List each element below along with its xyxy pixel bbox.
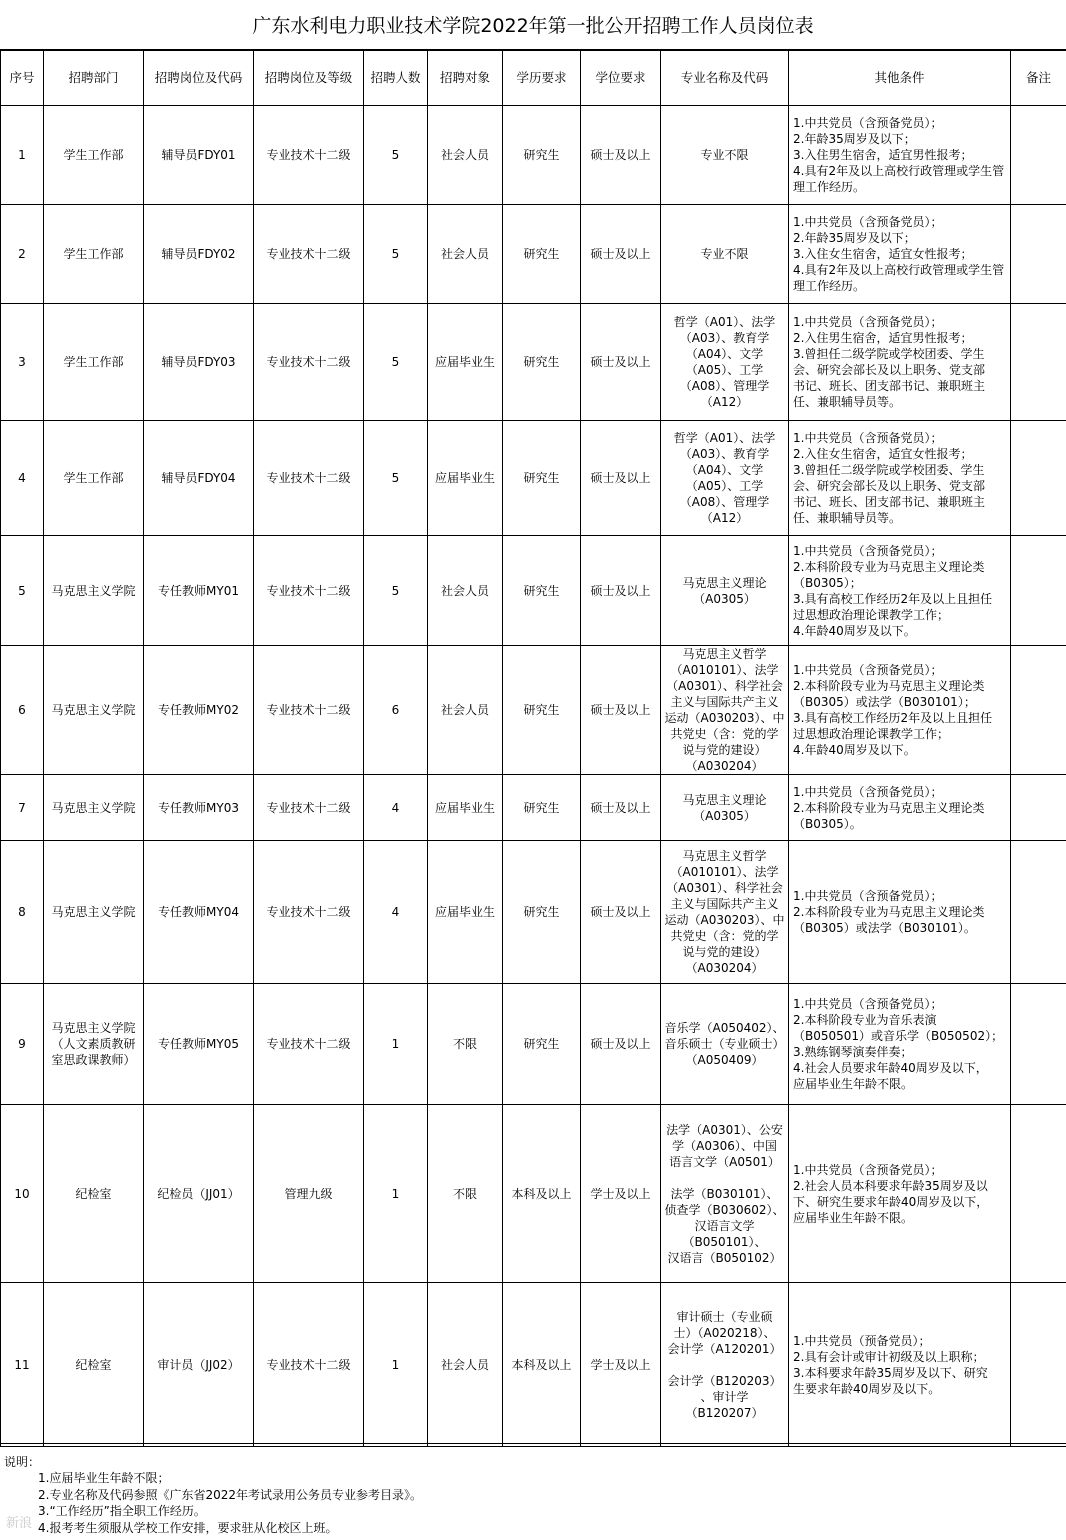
condition-line: 1.中共党员（含预备党员）； — [793, 997, 943, 1011]
condition-line: 书记、班长、团支部书记、兼职班主 — [793, 379, 986, 393]
column-header: 招聘部门 — [44, 51, 144, 106]
position-level-cell: 专业技术十二级 — [254, 841, 364, 984]
department-cell: 学生工作部 — [44, 421, 144, 536]
applicant-type-cell: 应届毕业生 — [428, 775, 503, 841]
condition-line: 会、研究会部长及以上职务、党支部 — [793, 363, 986, 377]
major-line: 语言文学（A0501） — [669, 1154, 780, 1169]
major-line: 运动（A030203）、中 — [664, 913, 785, 927]
condition-line: 2.入住女生宿舍，适宜女性报考； — [793, 447, 973, 461]
education-cell: 本科及以上 — [503, 1283, 581, 1447]
applicant-type-cell: 社会人员 — [428, 646, 503, 775]
education-cell: 研究生 — [503, 841, 581, 984]
major-line: 音乐硕士（专业硕士） — [664, 1037, 785, 1051]
condition-line: 3.入住女生宿舍，适宜女性报考； — [793, 247, 973, 261]
education-cell: 研究生 — [503, 205, 581, 304]
major-line: 学（A0306）、中国 — [672, 1138, 777, 1153]
headcount-cell: 6 — [364, 646, 428, 775]
major-line: （A04）、文学 — [685, 463, 764, 477]
condition-line: 应届毕业生年龄不限。 — [793, 1210, 914, 1225]
row-number-cell: 11 — [1, 1283, 44, 1447]
major-line: （A050409） — [685, 1053, 764, 1067]
applicant-type-cell: 应届毕业生 — [428, 421, 503, 536]
other-conditions-cell — [789, 1283, 1011, 1447]
position-code-cell: 审计员（JJ02） — [144, 1283, 254, 1447]
notes-heading: 说明： — [4, 1455, 41, 1469]
major-line: （A0301）、科学社会 — [666, 881, 783, 895]
table-row — [1, 536, 1066, 646]
major-line: 马克思主义理论 — [682, 575, 767, 590]
major-line: （A12） — [700, 511, 749, 525]
department-cell: 马克思主义学院 — [44, 841, 144, 984]
condition-line: 3.曾担任二级学院或学校团委、学生 — [793, 347, 985, 361]
other-conditions-cell — [789, 646, 1011, 775]
position-code-cell: 辅导员FDY01 — [144, 106, 254, 205]
major-line: 音乐学（A050402）、 — [664, 1021, 785, 1035]
major-line: （A010101）、法学 — [670, 865, 779, 879]
major-line: （A0301）、科学社会 — [666, 679, 783, 693]
condition-line: 1.中共党员（含预备党员）； — [793, 784, 943, 799]
department-cell: 纪检室 — [44, 1105, 144, 1283]
condition-line: 2.本科阶段专业为音乐表演 — [793, 1013, 937, 1027]
other-conditions-cell — [789, 205, 1011, 304]
major-line: （A030204） — [685, 759, 764, 773]
table-row — [1, 1283, 1066, 1447]
condition-line: 4.具有2年及以上高校行政管理或学生管理工作经历。 — [793, 164, 1005, 194]
major-line: 专业不限 — [700, 247, 749, 261]
condition-line: 3.具有高校工作经历2年及以上且担任 — [793, 711, 993, 725]
note-item: 2.专业名称及代码参照《广东省2022年考试录用公务员专业参考目录》。 — [38, 1487, 422, 1502]
row-number-cell: 3 — [1, 304, 44, 421]
row-number-cell: 10 — [1, 1105, 44, 1283]
degree-cell: 学士及以上 — [581, 1283, 661, 1447]
watermark-logo: 新浪 — [6, 1516, 33, 1531]
table-row — [1, 1105, 1066, 1283]
table-row — [1, 205, 1066, 304]
major-line: 马克思主义理论 — [682, 792, 767, 807]
condition-line: 过思想政治理论课教学工作； — [793, 607, 950, 622]
major-cell — [661, 1105, 789, 1283]
major-line: 法学（B030101）、 — [670, 1186, 779, 1201]
row-number-cell: 5 — [1, 536, 44, 646]
condition-line: 3.具有高校工作经历2年及以上且担任 — [793, 591, 993, 606]
other-conditions-cell — [789, 1105, 1011, 1283]
row-number-cell: 7 — [1, 775, 44, 841]
headcount-cell: 5 — [364, 205, 428, 304]
other-conditions-cell — [789, 421, 1011, 536]
condition-line: 1.中共党员（含预备党员）； — [793, 663, 943, 677]
condition-line: 1.中共党员（含预备党员）； — [793, 116, 943, 130]
condition-line: （B0305）。 — [793, 816, 862, 831]
column-header: 招聘岗位及代码 — [144, 51, 254, 106]
major-cell — [661, 775, 789, 841]
degree-cell: 硕士及以上 — [581, 984, 661, 1105]
major-line: 法学（A0301）、公安 — [666, 1122, 783, 1137]
position-level-cell: 专业技术十二级 — [254, 536, 364, 646]
column-header: 招聘岗位及等级 — [254, 51, 364, 106]
table-row — [1, 984, 1066, 1105]
major-cell — [661, 1283, 789, 1447]
condition-line: 2.本科阶段专业为马克思主义理论类 — [793, 800, 985, 815]
position-code-cell: 专任教师MY01 — [144, 536, 254, 646]
major-line: （B050101）、 — [682, 1234, 767, 1249]
major-line: 会计学（A120201） — [667, 1341, 782, 1356]
remark-cell — [1011, 1283, 1066, 1447]
condition-line: （B050501）或音乐学（B050502）； — [793, 1029, 1004, 1043]
condition-line: 3.熟练钢琴演奏伴奏； — [793, 1045, 913, 1059]
major-line: （A05）、工学 — [685, 479, 764, 493]
page-title: 广东水利电力职业技术学院2022年第一批公开招聘工作人员岗位表 — [0, 0, 1066, 50]
major-line: 哲学（A01）、法学 — [673, 315, 776, 329]
major-line: （A08）、管理学 — [679, 495, 770, 509]
headcount-cell: 5 — [364, 421, 428, 536]
major-cell — [661, 304, 789, 421]
note-item: 4.报考考生须服从学校工作安排，要求驻从化校区上班。 — [38, 1520, 338, 1535]
position-level-cell: 专业技术十二级 — [254, 106, 364, 205]
major-line: 会计学（B120203） — [667, 1373, 782, 1388]
major-line: 说与党的建设） — [682, 945, 767, 959]
position-level-cell: 专业技术十二级 — [254, 984, 364, 1105]
position-level-cell: 专业技术十二级 — [254, 646, 364, 775]
row-number-cell: 6 — [1, 646, 44, 775]
notes-list — [38, 1470, 422, 1536]
department-cell: 马克思主义学院（人文素质教研室思政课教师） — [44, 984, 144, 1105]
applicant-type-cell: 不限 — [428, 1105, 503, 1283]
major-line: （A12） — [700, 395, 749, 409]
major-line: 运动（A030203）、中 — [664, 711, 785, 725]
major-line: 、审计学 — [700, 1389, 749, 1404]
condition-line: 1.中共党员（含预备党员）； — [793, 431, 943, 445]
position-code-cell: 辅导员FDY04 — [144, 421, 254, 536]
column-header: 备注 — [1011, 51, 1066, 106]
major-cell — [661, 106, 789, 205]
column-header: 学位要求 — [581, 51, 661, 106]
condition-line: 2.年龄35周岁及以下； — [793, 231, 916, 245]
condition-line: 任、兼职辅导员等。 — [793, 395, 902, 409]
condition-line: 2.具有会计或审计初级及以上职称； — [793, 1349, 985, 1364]
applicant-type-cell: 社会人员 — [428, 536, 503, 646]
condition-line: 1.中共党员（含预备党员）； — [793, 543, 943, 558]
row-number-cell: 8 — [1, 841, 44, 984]
condition-line: 3.入住男生宿舍，适宜男性报考； — [793, 148, 973, 162]
header-row — [1, 51, 1066, 106]
major-line: 哲学（A01）、法学 — [673, 431, 776, 445]
condition-line: 任、兼职辅导员等。 — [793, 511, 902, 525]
degree-cell: 硕士及以上 — [581, 775, 661, 841]
condition-line: 书记、班长、团支部书记、兼职班主 — [793, 495, 986, 509]
position-level-cell: 专业技术十二级 — [254, 1283, 364, 1447]
degree-cell: 学士及以上 — [581, 1105, 661, 1283]
major-line: 士）（A020218）、 — [673, 1325, 776, 1340]
major-line: （A03）、教育学 — [679, 331, 770, 345]
row-number-cell: 2 — [1, 205, 44, 304]
table-row — [1, 421, 1066, 536]
remark-cell — [1011, 775, 1066, 841]
major-line: （A08）、管理学 — [679, 379, 770, 393]
applicant-type-cell: 不限 — [428, 984, 503, 1105]
condition-line: 生要求年龄40周岁及以下。 — [793, 1381, 941, 1396]
condition-line: （B0305）； — [793, 575, 862, 590]
other-conditions-cell — [789, 775, 1011, 841]
major-line: 共党史（含：党的学 — [670, 727, 779, 741]
condition-line: 4.社会人员要求年龄40周岁及以下， — [793, 1061, 988, 1075]
degree-cell: 硕士及以上 — [581, 646, 661, 775]
condition-line: 1.中共党员（含预备党员）； — [793, 315, 943, 329]
table-row — [1, 304, 1066, 421]
position-code-cell: 纪检员（JJ01） — [144, 1105, 254, 1283]
major-cell — [661, 841, 789, 984]
department-cell: 纪检室 — [44, 1283, 144, 1447]
table-row — [1, 646, 1066, 775]
education-cell: 研究生 — [503, 775, 581, 841]
education-cell: 研究生 — [503, 421, 581, 536]
department-cell: 马克思主义学院 — [44, 775, 144, 841]
condition-line: （B0305）或法学（B030101）； — [793, 695, 976, 709]
position-code-cell: 专任教师MY04 — [144, 841, 254, 984]
major-line: （A0305） — [693, 808, 756, 823]
table-row — [1, 106, 1066, 205]
note-item: 3.“工作经历”指全职工作经历。 — [38, 1504, 206, 1518]
condition-line: 1.中共党员（预备党员）； — [793, 1333, 931, 1348]
remark-cell — [1011, 304, 1066, 421]
major-line: 专业不限 — [700, 148, 749, 162]
remark-cell — [1011, 106, 1066, 205]
column-header: 学历要求 — [503, 51, 581, 106]
position-code-cell: 专任教师MY02 — [144, 646, 254, 775]
degree-cell: 硕士及以上 — [581, 536, 661, 646]
major-cell — [661, 536, 789, 646]
position-level-cell: 专业技术十二级 — [254, 304, 364, 421]
condition-line: 1.中共党员（含预备党员）； — [793, 1162, 943, 1177]
applicant-type-cell: 应届毕业生 — [428, 841, 503, 984]
applicant-type-cell: 应届毕业生 — [428, 304, 503, 421]
major-cell — [661, 984, 789, 1105]
major-line: 侦查学（B030602）、 — [664, 1202, 785, 1217]
major-line: 马克思主义哲学 — [682, 849, 767, 863]
education-cell: 研究生 — [503, 984, 581, 1105]
condition-line: 2.社会人员本科要求年龄35周岁及以 — [793, 1178, 988, 1193]
headcount-cell: 1 — [364, 1105, 428, 1283]
degree-cell: 硕士及以上 — [581, 421, 661, 536]
condition-line: 2.入住男生宿舍，适宜男性报考； — [793, 331, 973, 345]
headcount-cell: 1 — [364, 984, 428, 1105]
major-line: 汉语言文学 — [694, 1218, 755, 1233]
other-conditions-cell — [789, 106, 1011, 205]
column-header: 其他条件 — [789, 51, 1011, 106]
department-cell: 马克思主义学院 — [44, 646, 144, 775]
major-line: 说与党的建设） — [682, 743, 767, 757]
condition-line: 3.本科要求年龄35周岁及以下、研究 — [793, 1365, 988, 1380]
major-line: （A05）、工学 — [685, 363, 764, 377]
applicant-type-cell: 社会人员 — [428, 205, 503, 304]
condition-line: 3.曾担任二级学院或学校团委、学生 — [793, 463, 985, 477]
row-number-cell: 1 — [1, 106, 44, 205]
remark-cell — [1011, 646, 1066, 775]
other-conditions-cell — [789, 536, 1011, 646]
headcount-cell: 4 — [364, 841, 428, 984]
major-line: （A010101）、法学 — [670, 663, 779, 677]
headcount-cell: 5 — [364, 304, 428, 421]
education-cell: 本科及以上 — [503, 1105, 581, 1283]
remark-cell — [1011, 984, 1066, 1105]
position-level-cell: 管理九级 — [254, 1105, 364, 1283]
row-number-cell: 4 — [1, 421, 44, 536]
degree-cell: 硕士及以上 — [581, 304, 661, 421]
major-cell — [661, 421, 789, 536]
applicant-type-cell: 社会人员 — [428, 1283, 503, 1447]
condition-line: 过思想政治理论课教学工作； — [793, 727, 950, 741]
headcount-cell: 4 — [364, 775, 428, 841]
column-header: 招聘人数 — [364, 51, 428, 106]
applicant-type-cell: 社会人员 — [428, 106, 503, 205]
condition-line: 2.年龄35周岁及以下； — [793, 132, 916, 146]
column-header: 序号 — [1, 51, 44, 106]
remark-cell — [1011, 205, 1066, 304]
position-table — [0, 50, 1066, 1447]
department-cell: 马克思主义学院 — [44, 536, 144, 646]
major-line: （A0305） — [693, 591, 756, 606]
condition-line: 2.本科阶段专业为马克思主义理论类 — [793, 905, 985, 919]
major-line: （A04）、文学 — [685, 347, 764, 361]
condition-line: 4.年龄40周岁及以下。 — [793, 743, 916, 757]
position-level-cell: 专业技术十二级 — [254, 775, 364, 841]
condition-line: 会、研究会部长及以上职务、党支部 — [793, 479, 986, 493]
major-line: （A03）、教育学 — [679, 447, 770, 461]
position-code-cell: 辅导员FDY03 — [144, 304, 254, 421]
major-cell — [661, 646, 789, 775]
condition-line: 1.中共党员（含预备党员）； — [793, 215, 943, 229]
condition-line: 下、研究生要求年龄40周岁及以下， — [793, 1194, 989, 1209]
headcount-cell: 5 — [364, 536, 428, 646]
degree-cell: 硕士及以上 — [581, 106, 661, 205]
condition-line: 2.本科阶段专业为马克思主义理论类 — [793, 679, 985, 693]
row-number-cell: 9 — [1, 984, 44, 1105]
other-conditions-cell — [789, 304, 1011, 421]
condition-line: 应届毕业生年龄不限。 — [793, 1077, 914, 1091]
headcount-cell: 5 — [364, 106, 428, 205]
condition-line: （B0305）或法学（B030101）。 — [793, 921, 976, 935]
notes-section — [0, 1443, 1066, 1540]
column-header: 专业名称及代码 — [661, 51, 789, 106]
position-level-cell: 专业技术十二级 — [254, 421, 364, 536]
remark-cell — [1011, 421, 1066, 536]
major-cell — [661, 205, 789, 304]
position-code-cell: 专任教师MY03 — [144, 775, 254, 841]
education-cell: 研究生 — [503, 536, 581, 646]
major-line: （A030204） — [685, 961, 764, 975]
department-cell: 学生工作部 — [44, 106, 144, 205]
note-item: 1.应届毕业生年龄不限； — [38, 1471, 170, 1485]
headcount-cell: 1 — [364, 1283, 428, 1447]
major-line — [664, 1170, 785, 1186]
table-row — [1, 841, 1066, 984]
major-line: 汉语言（B050102） — [667, 1250, 782, 1265]
department-cell: 学生工作部 — [44, 205, 144, 304]
major-line: 马克思主义哲学 — [682, 647, 767, 661]
major-line — [664, 1357, 785, 1373]
remark-cell — [1011, 536, 1066, 646]
remark-cell — [1011, 841, 1066, 984]
other-conditions-cell — [789, 841, 1011, 984]
major-line: 共党史（含：党的学 — [670, 929, 779, 943]
position-code-cell: 辅导员FDY02 — [144, 205, 254, 304]
remark-cell — [1011, 1105, 1066, 1283]
major-line: （B120207） — [685, 1405, 764, 1420]
position-level-cell: 专业技术十二级 — [254, 205, 364, 304]
major-line: 主义与国际共产主义 — [670, 695, 779, 709]
education-cell: 研究生 — [503, 106, 581, 205]
degree-cell: 硕士及以上 — [581, 205, 661, 304]
degree-cell: 硕士及以上 — [581, 841, 661, 984]
major-line: 主义与国际共产主义 — [670, 897, 779, 911]
column-header: 招聘对象 — [428, 51, 503, 106]
department-cell: 学生工作部 — [44, 304, 144, 421]
major-line: 审计硕士（专业硕 — [676, 1309, 773, 1324]
education-cell: 研究生 — [503, 304, 581, 421]
condition-line: 2.本科阶段专业为马克思主义理论类 — [793, 559, 985, 574]
condition-line: 1.中共党员（含预备党员）； — [793, 889, 943, 903]
position-code-cell: 专任教师MY05 — [144, 984, 254, 1105]
education-cell: 研究生 — [503, 646, 581, 775]
condition-line: 4.年龄40周岁及以下。 — [793, 623, 916, 638]
table-row — [1, 775, 1066, 841]
other-conditions-cell — [789, 984, 1011, 1105]
condition-line: 4.具有2年及以上高校行政管理或学生管理工作经历。 — [793, 263, 1005, 293]
